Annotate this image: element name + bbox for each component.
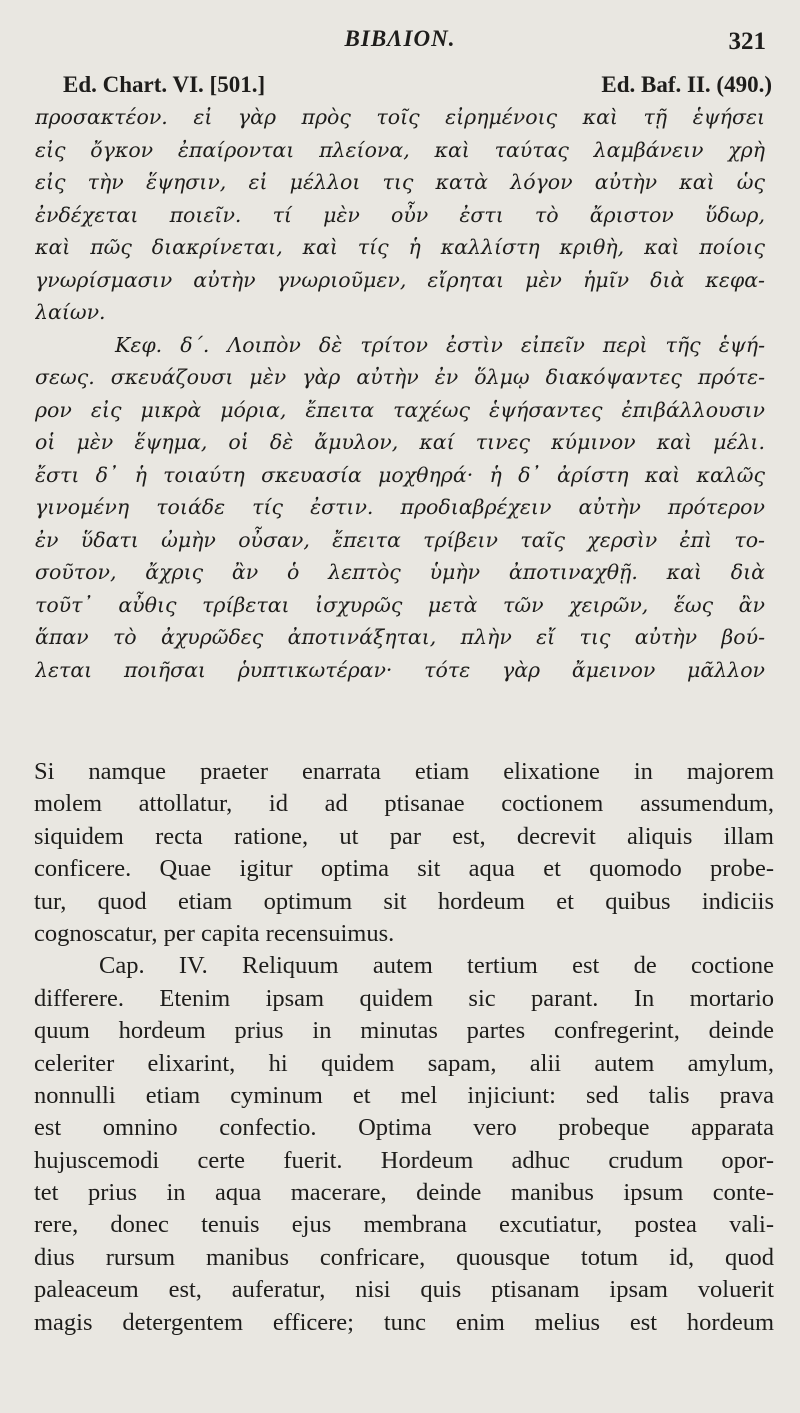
latin-line: dius rursum manibus confricare, quousque totum id, quod [34, 1243, 774, 1271]
greek-line: σεως. σκευάζουσι μὲν γὰρ αὐτὴν ἐν ὅλμῳ διακόψαντες πρότε- [35, 365, 765, 389]
latin-line: tur, quod etiam optimum sit hordeum et quibus indiciis [34, 887, 774, 915]
greek-line: ρον εἰς μικρὰ μόρια, ἔπειτα ταχέως ἑψήσαντες ἐπιβάλλουσιν [35, 397, 765, 422]
greek-chapter-heading-line: Κεφ. δ΄. Λοιπὸν δὲ τρίτον ἐστὶν εἰπεῖν περὶ τῆς ἑψή- [115, 332, 765, 357]
page-number: 321 [728, 28, 766, 55]
latin-line: est omnino confectio. Optima vero probeque apparata [34, 1114, 774, 1142]
greek-line: γνωρίσμασιν αὐτὴν γνωριοῦμεν, εἴρηται μὲν ἡμῖν διὰ κεφα- [35, 267, 765, 292]
latin-line: paleaceum est, auferatur, nisi quis ptisanam ipsam voluerit [34, 1276, 774, 1304]
latin-chapter-heading-line: Cap. IV. Reliquum autem tertium est de coctione [99, 952, 774, 980]
latin-line: molem attollatur, id ad ptisanae coctionem assumendum, [34, 790, 774, 818]
latin-line: conficere. Quae igitur optima sit aqua et quomodo probe- [34, 855, 774, 883]
running-title: BIBΛION. [344, 26, 456, 51]
greek-line: γινομένη τοιάδε τίς ἐστιν. προδιαβρέχειν αὐτὴν πρότερον [35, 495, 765, 519]
latin-line: magis detergentem efficere; tunc enim melius est hordeum [34, 1308, 774, 1336]
greek-line: ἔστι δ᾽ ἡ τοιαύτη σκευασία μοχθηρά· ἡ δ᾽ ἀρίστη καὶ καλῶς [35, 462, 765, 487]
latin-line: cognoscatur, per capita recensuimus. [34, 919, 395, 947]
greek-line: σοῦτον, ἄχρις ἂν ὁ λεπτὸς ὑμὴν ἀποτιναχθῇ. καὶ διὰ [35, 560, 765, 584]
greek-line: εἰς τὴν ἕψησιν, εἰ μέλλοι τις κατὰ λόγον αὐτὴν καὶ ὡς [35, 170, 765, 194]
latin-text-block [34, 756, 774, 1339]
latin-line: siquidem recta ratione, ut par est, decrevit aliquis illam [34, 822, 774, 850]
greek-line: ἅπαν τὸ ἀχυρῶδες ἀποτινάξηται, πλὴν εἴ τις αὐτὴν βού- [35, 625, 765, 649]
latin-line: hujuscemodi certe fuerit. Hordeum adhuc crudum opor- [34, 1146, 774, 1174]
greek-text-block [35, 101, 765, 686]
latin-line: celeriter elixarint, hi quidem sapam, alii autem amylum, [34, 1049, 774, 1077]
greek-line: εἰς ὄγκον ἐπαίρονται πλείονα, καὶ ταύτας λαμβάνειν χρὴ [35, 137, 765, 162]
latin-line: tet prius in aqua macerare, deinde manibus ipsum conte- [34, 1179, 774, 1207]
latin-line: Si namque praeter enarrata etiam elixatione in majorem [34, 758, 774, 785]
greek-line: ἐν ὕδατι ὠμὴν οὖσαν, ἔπειτα τρίβειν ταῖς χερσὶν ἐπὶ το- [35, 527, 765, 552]
greek-line: οἱ μὲν ἕψημα, οἱ δὲ ἄμυλον, καί τινες κύμινον καὶ μέλι. [35, 430, 765, 454]
latin-line: rere, donec tenuis ejus membrana excutiatur, postea vali- [34, 1211, 774, 1239]
greek-line: λαίων. [35, 300, 106, 324]
greek-line: λεται ποιῆσαι ῥυπτικωτέραν· τότε γὰρ ἄμεινον μᾶλλον [35, 657, 765, 682]
greek-line: προσακτέον. εἰ γὰρ πρὸς τοῖς εἰρημένοις καὶ τῇ ἑψήσει [35, 105, 765, 129]
edition-reference-left: Ed. Chart. VI. [501.] [63, 72, 266, 97]
latin-line: differere. Etenim ipsam quidem sic parant. In mortario [34, 984, 774, 1012]
latin-line: quum hordeum prius in minutas partes confregerint, deinde [34, 1017, 774, 1045]
greek-line: καὶ πῶς διακρίνεται, καὶ τίς ἡ καλλίστη κριθὴ, καὶ ποίοις [35, 235, 765, 259]
greek-line: τοῦτ᾽ αὖθις τρίβεται ἰσχυρῶς μετὰ τῶν χειρῶν, ἕως ἂν [35, 592, 765, 617]
edition-reference-right: Ed. Baf. II. (490.) [601, 72, 772, 97]
latin-line: nonnulli etiam cyminum et mel injiciunt: sed talis prava [34, 1081, 774, 1109]
greek-line: ἐνδέχεται ποιεῖν. τί μὲν οὖν ἐστι τὸ ἄριστον ὕδωρ, [35, 202, 765, 227]
